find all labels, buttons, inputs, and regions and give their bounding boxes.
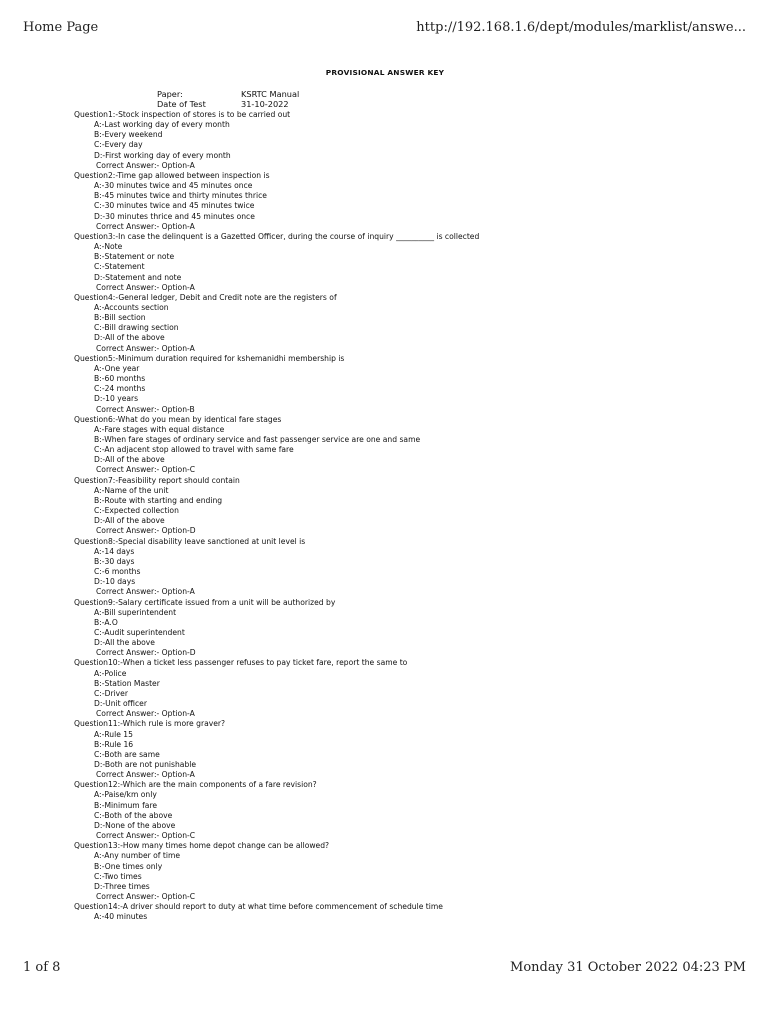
answer-option: A:-Fare stages with equal distance xyxy=(94,424,225,434)
correct-answer: Correct Answer:- Option-C xyxy=(96,465,196,475)
correct-answer: Correct Answer:- Option-D xyxy=(96,526,196,536)
answer-option: A:-One year xyxy=(94,363,140,373)
answer-option: A:-40 minutes xyxy=(94,912,148,922)
question-text: Question2:-Time gap allowed between inspection is xyxy=(74,170,270,180)
answer-option: C:-An adjacent stop allowed to travel with same fare xyxy=(94,445,294,455)
meta-value: KSRTC Manual xyxy=(241,89,300,99)
answer-option: B:-Route with starting and ending xyxy=(94,495,223,505)
meta-label: Paper: xyxy=(157,89,183,99)
answer-option: A:-Accounts section xyxy=(94,302,169,312)
answer-option: C:-Bill drawing section xyxy=(94,323,179,333)
correct-answer: Correct Answer:- Option-C xyxy=(96,892,196,902)
question-block xyxy=(74,232,754,293)
answer-option: C:-Every day xyxy=(94,140,143,150)
question-block xyxy=(74,719,754,780)
answer-option: D:-Unit officer xyxy=(94,699,147,709)
correct-answer: Correct Answer:- Option-B xyxy=(96,404,195,414)
correct-answer: Correct Answer:- Option-A xyxy=(96,282,195,292)
meta-row-date xyxy=(157,99,299,109)
answer-option: C:-Both of the above xyxy=(94,810,173,820)
answer-option: A:-Note xyxy=(94,242,123,252)
answer-option: C:-Audit superintendent xyxy=(94,627,185,637)
meta-row-paper xyxy=(157,89,299,99)
answer-option: D:-All of the above xyxy=(94,333,165,343)
question-block xyxy=(74,354,754,415)
answer-option: D:-First working day of every month xyxy=(94,150,231,160)
answer-option: A:-Name of the unit xyxy=(94,485,169,495)
answer-option: A:-Rule 15 xyxy=(94,729,133,739)
answer-option: B:-Every weekend xyxy=(94,130,163,140)
correct-answer: Correct Answer:- Option-A xyxy=(96,587,195,597)
correct-answer: Correct Answer:- Option-A xyxy=(96,770,195,780)
document-title: PROVISIONAL ANSWER KEY xyxy=(325,68,445,77)
answer-option: C:-Expected collection xyxy=(94,506,179,516)
answer-option: A:-Last working day of every month xyxy=(94,120,230,130)
correct-answer: Correct Answer:- Option-D xyxy=(96,648,196,658)
question-block xyxy=(74,293,754,354)
print-timestamp: Monday 31 October 2022 04:23 PM xyxy=(510,960,746,975)
answer-option: D:-Both are not punishable xyxy=(94,760,197,769)
answer-option: B:-Statement or note xyxy=(94,252,175,262)
correct-answer: Correct Answer:- Option-A xyxy=(96,160,195,170)
question-text: Question12:-Which are the main components of a fare revision? xyxy=(74,780,317,790)
question-text: Question6:-What do you mean by identical fare stages xyxy=(74,414,282,424)
question-text: Question4:-General ledger, Debit and Credit note are the registers of xyxy=(74,292,337,302)
answer-option: C:-Both are same xyxy=(94,749,160,759)
question-block xyxy=(74,171,754,232)
answer-option: C:-24 months xyxy=(94,384,146,394)
answer-option: B:-A.O xyxy=(94,617,118,627)
correct-answer: Correct Answer:- Option-A xyxy=(96,709,195,719)
answer-option: D:-Three times xyxy=(94,881,150,891)
answer-option: B:-30 days xyxy=(94,556,135,566)
answer-option: B:-Minimum fare xyxy=(94,800,158,810)
paper-meta xyxy=(157,89,299,109)
question-text: Question1:-Stock inspection of stores is to be carried out xyxy=(74,110,291,119)
answer-option: D:-All of the above xyxy=(94,516,165,526)
answer-option: A:-Police xyxy=(94,668,127,678)
question-block xyxy=(74,841,754,902)
answer-option: C:-Two times xyxy=(94,871,142,881)
question-text: Question8:-Special disability leave sanctioned at unit level is xyxy=(74,536,306,546)
question-text: Question11:-Which rule is more graver? xyxy=(74,719,226,729)
answer-option: B:-Rule 16 xyxy=(94,739,134,749)
answer-option: D:-None of the above xyxy=(94,820,176,830)
answer-option: B:-Bill section xyxy=(94,313,146,323)
answer-option: C:-6 months xyxy=(94,567,141,577)
answer-option: A:-Bill superintendent xyxy=(94,607,177,617)
question-block xyxy=(74,658,754,719)
answer-option: A:-Any number of time xyxy=(94,851,181,861)
question-text: Question7:-Feasibility report should contain xyxy=(74,475,240,485)
question-text: Question9:-Salary certificate issued from a unit will be authorized by xyxy=(74,597,336,607)
answer-option: B:-When fare stages of ordinary service and fast passenger service are one and same xyxy=(94,435,421,444)
answer-option: D:-Statement and note xyxy=(94,272,182,282)
question-block xyxy=(74,110,754,171)
answer-option: A:-14 days xyxy=(94,546,135,556)
browser-print-header-url: http://192.168.1.6/dept/modules/marklist/answe... xyxy=(416,20,746,35)
answer-option: B:-Station Master xyxy=(94,678,160,688)
question-text: Question3:-In case the delinquent is a Gazetted Officer, during the course of inquiry __________ is collected xyxy=(74,231,480,241)
page-counter: 1 of 8 xyxy=(23,960,61,975)
answer-option: D:-All of the above xyxy=(94,455,165,465)
answer-option: B:-One times only xyxy=(94,861,163,871)
question-block xyxy=(74,902,754,922)
question-list xyxy=(74,110,754,923)
correct-answer: Correct Answer:- Option-A xyxy=(96,221,195,231)
answer-option: D:-10 days xyxy=(94,577,136,587)
question-block xyxy=(74,476,754,537)
question-block xyxy=(74,598,754,659)
meta-label: Date of Test xyxy=(157,99,206,110)
question-block xyxy=(74,537,754,598)
answer-option: B:-60 months xyxy=(94,374,146,384)
answer-option: A:-Paise/km only xyxy=(94,790,157,800)
question-block xyxy=(74,415,754,476)
answer-option: D:-All the above xyxy=(94,638,155,648)
question-text: Question14:-A driver should report to duty at what time before commencement of schedule time xyxy=(74,902,443,912)
question-block xyxy=(74,780,754,841)
answer-option: D:-10 years xyxy=(94,394,139,404)
question-text: Question13:-How many times home depot change can be allowed? xyxy=(74,841,330,851)
answer-option: B:-45 minutes twice and thirty minutes thrice xyxy=(94,191,267,201)
answer-option: C:-Driver xyxy=(94,688,128,698)
answer-option: C:-Statement xyxy=(94,262,145,272)
answer-option: C:-30 minutes twice and 45 minutes twice xyxy=(94,201,255,211)
meta-value: 31-10-2022 xyxy=(241,99,289,110)
browser-print-header-title: Home Page xyxy=(23,20,99,35)
question-text: Question5:-Minimum duration required for kshemanidhi membership is xyxy=(74,353,345,363)
question-text: Question10:-When a ticket less passenger refuses to pay ticket fare, report the same to xyxy=(74,658,408,668)
correct-answer: Correct Answer:- Option-A xyxy=(96,343,195,353)
answer-option: A:-30 minutes twice and 45 minutes once xyxy=(94,181,253,191)
correct-answer: Correct Answer:- Option-C xyxy=(96,831,196,841)
answer-option: D:-30 minutes thrice and 45 minutes once xyxy=(94,211,255,221)
